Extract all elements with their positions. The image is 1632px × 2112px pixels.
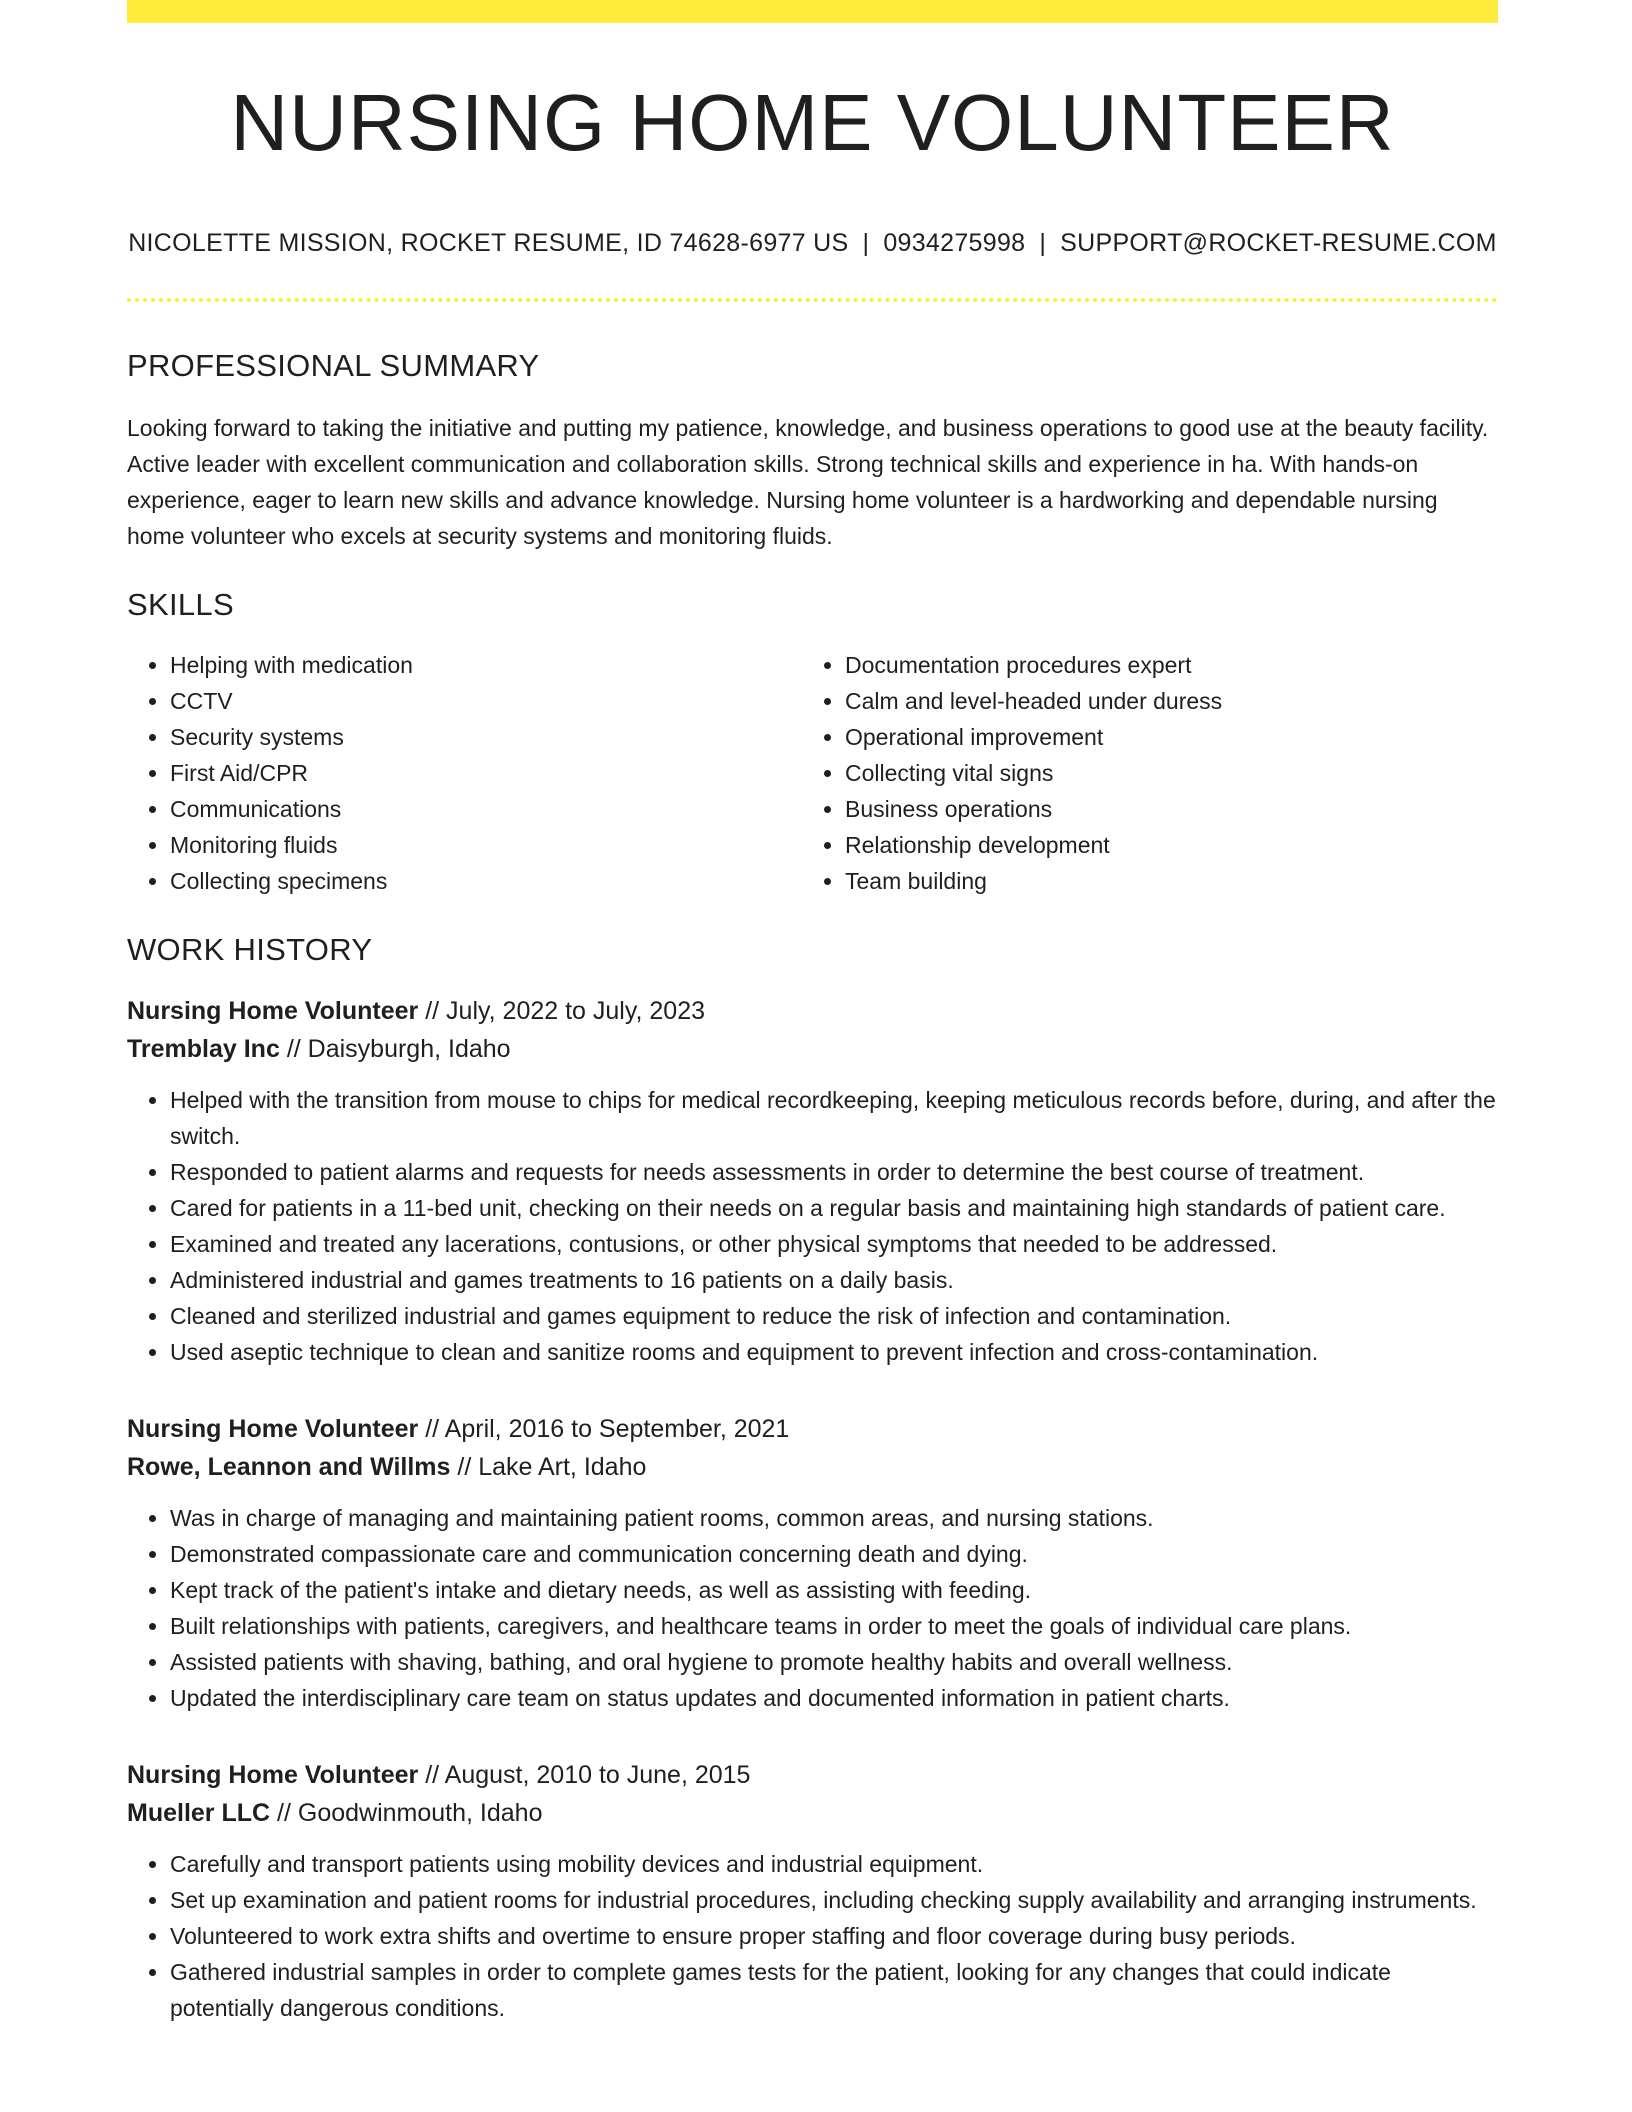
job-entry	[127, 992, 1498, 1370]
skill-item: • Documentation procedures expert	[845, 647, 1477, 683]
skill-item: • CCTV	[170, 683, 802, 719]
contact-phone[interactable]: 0934275998	[883, 229, 1026, 257]
job-bullet: • Helped with the transition from mouse to chips for medical recordkeeping, keeping meticulous records before, during, and after the switch.	[170, 1082, 1498, 1154]
skill-item: • Helping with medication	[170, 647, 802, 683]
job-bullet: • Gathered industrial samples in order to complete games tests for the patient, looking for any changes that could indicate potentially dangerous conditions.	[170, 1954, 1498, 2026]
job-bullet: • Cleaned and sterilized industrial and games equipment to reduce the risk of infection and contamination.	[170, 1298, 1498, 1334]
job-location: // Goodwinmouth, Idaho	[277, 1799, 543, 1827]
job-dates: // April, 2016 to September, 2021	[425, 1415, 790, 1443]
job-dates: // July, 2022 to July, 2023	[425, 997, 706, 1025]
job-bullet: • Assisted patients with shaving, bathing, and oral hygiene to promote healthy habits and overall wellness.	[170, 1644, 1498, 1680]
contact-email[interactable]: SUPPORT@ROCKET-RESUME.COM	[1060, 229, 1497, 257]
skills-heading: SKILLS	[127, 587, 234, 622]
job-bullet: • Updated the interdisciplinary care team on status updates and documented information in patient charts.	[170, 1680, 1498, 1716]
dotted-divider	[127, 298, 1498, 302]
skills-column-left	[127, 647, 802, 899]
summary-text: Looking forward to taking the initiative and putting my patience, knowledge, and business operations to good use at the beauty facility. Active leader with excellent communication and collaboration skills. Strong technical skills and experience in ha. With hands-on experience, eager to learn new skills and advance knowledge. Nursing home volunteer is a hardworking and dependable nursing home volunteer who excels at security systems and monitoring fluids.	[127, 415, 1489, 549]
job-bullet: • Cared for patients in a 11-bed unit, checking on their needs on a regular basis and maintaining high standards of patient care.	[170, 1190, 1498, 1226]
skill-item: • Collecting specimens	[170, 863, 802, 899]
job-bullet: • Demonstrated compassionate care and communication concerning death and dying.	[170, 1536, 1498, 1572]
skill-item: • Security systems	[170, 719, 802, 755]
accent-top-bar	[127, 0, 1498, 23]
job-company: Rowe, Leannon and Willms	[127, 1453, 451, 1481]
job-bullet: • Administered industrial and games treatments to 16 patients on a daily basis.	[170, 1262, 1498, 1298]
job-company-line	[127, 1794, 1498, 1832]
job-company: Tremblay Inc	[127, 1035, 280, 1063]
summary-heading: PROFESSIONAL SUMMARY	[127, 348, 540, 383]
job-location: // Lake Art, Idaho	[457, 1453, 647, 1481]
job-company: Mueller LLC	[127, 1799, 271, 1827]
skill-item: • Operational improvement	[845, 719, 1477, 755]
work-history-heading: WORK HISTORY	[127, 932, 373, 967]
contact-separator: |	[1039, 229, 1047, 257]
job-company-line	[127, 1030, 1498, 1068]
job-bullet: • Examined and treated any lacerations, contusions, or other physical symptoms that needed to be addressed.	[170, 1226, 1498, 1262]
job-bullet: • Responded to patient alarms and requests for needs assessments in order to determine the best course of treatment.	[170, 1154, 1498, 1190]
skill-item: • Business operations	[845, 791, 1477, 827]
skills-column-right	[802, 647, 1477, 899]
job-title: Nursing Home Volunteer	[127, 1761, 419, 1789]
skills-list-left	[127, 647, 802, 899]
job-bullets	[127, 1846, 1498, 2026]
job-location: // Daisyburgh, Idaho	[286, 1035, 511, 1063]
job-bullet: • Used aseptic technique to clean and sanitize rooms and equipment to prevent infection and cross-contamination.	[170, 1334, 1498, 1370]
skill-item: • Monitoring fluids	[170, 827, 802, 863]
resume-title: NURSING HOME VOLUNTEER	[230, 78, 1395, 167]
job-title-line	[127, 992, 1498, 1030]
job-bullet: • Carefully and transport patients using mobility devices and industrial equipment.	[170, 1846, 1498, 1882]
skill-item: • First Aid/CPR	[170, 755, 802, 791]
job-bullet: • Kept track of the patient's intake and dietary needs, as well as assisting with feeding.	[170, 1572, 1498, 1608]
skills-list-right	[802, 647, 1477, 899]
job-entry	[127, 1410, 1498, 1716]
skills-grid	[127, 647, 1498, 899]
job-bullet: • Volunteered to work extra shifts and overtime to ensure proper staffing and floor coverage during busy periods.	[170, 1918, 1498, 1954]
job-entry	[127, 1756, 1498, 2026]
contact-line	[127, 229, 1498, 258]
job-bullet: • Set up examination and patient rooms for industrial procedures, including checking supply availability and arranging instruments.	[170, 1882, 1498, 1918]
job-bullets	[127, 1500, 1498, 1716]
skill-item: • Relationship development	[845, 827, 1477, 863]
resume-content	[127, 23, 1498, 2026]
skill-item: • Calm and level-headed under duress	[845, 683, 1477, 719]
skill-item: • Team building	[845, 863, 1477, 899]
job-title-line	[127, 1410, 1498, 1448]
job-bullet: • Built relationships with patients, caregivers, and healthcare teams in order to meet the goals of individual care plans.	[170, 1608, 1498, 1644]
job-title-line	[127, 1756, 1498, 1794]
job-title: Nursing Home Volunteer	[127, 1415, 419, 1443]
job-company-line	[127, 1448, 1498, 1486]
job-dates: // August, 2010 to June, 2015	[425, 1761, 751, 1789]
skill-item: • Communications	[170, 791, 802, 827]
contact-separator: |	[862, 229, 870, 257]
job-bullet: • Was in charge of managing and maintaining patient rooms, common areas, and nursing stations.	[170, 1500, 1498, 1536]
job-title: Nursing Home Volunteer	[127, 997, 419, 1025]
skill-item: • Collecting vital signs	[845, 755, 1477, 791]
job-bullets	[127, 1082, 1498, 1370]
contact-address: NICOLETTE MISSION, ROCKET RESUME, ID 74628-6977 US	[128, 229, 849, 257]
